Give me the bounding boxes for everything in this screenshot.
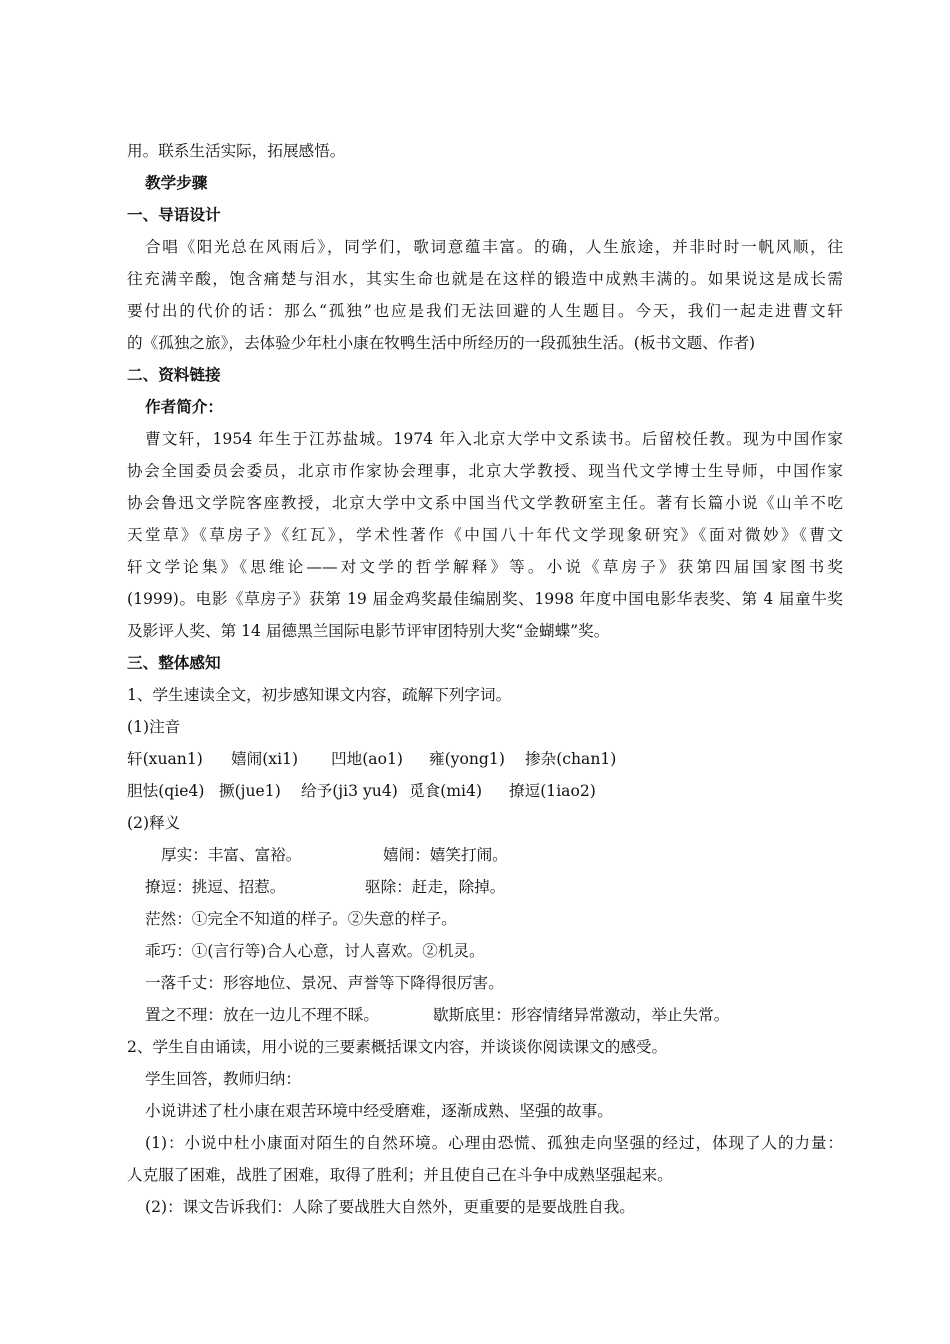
question-1: 1、学生速读全文，初步感知课文内容，疏解下列字词。 [127, 686, 512, 704]
shiyi-item: 驱除：赶走，除掉。 [365, 878, 506, 896]
author-line: 协会鲁迅文学院客座教授，北京大学中文系中国当代文学教研室主任。著有长篇小说《山羊不吃 [127, 494, 843, 512]
zhuyin-row-2 [127, 775, 843, 807]
zhuyin-item: 觅食(mi4) [409, 782, 483, 800]
section-1-line: 往充满辛酸，饱含痛楚与泪水，其实生命也就是在这样的锻造中成熟丰满的。如果说这是成长需 [127, 270, 843, 288]
zhuyin-item: 给予(ji3 yu4) [301, 782, 398, 800]
section-1-line: 的《孤独之旅》，去体验少年杜小康在牧鸭生活中所经历的一段孤独生活。(板书文题、作者) [127, 334, 756, 352]
question-2: 2、学生自由诵读，用小说的三要素概括课文内容，并谈谈你阅读课文的感受。 [127, 1038, 668, 1056]
author-line: 协会全国委员会委员，北京市作家协会理事，北京大学教授、现当代文学博士生导师，中国作家 [127, 462, 843, 480]
zhuyin-item: 嬉闹(xi1) [231, 750, 299, 768]
shiyi-row [127, 999, 843, 1031]
zhuyin-item: 撩逗(1iao2) [509, 782, 596, 800]
summary: 小说讲述了杜小康在艰苦环境中经受磨难，逐渐成熟、坚强的故事。 [145, 1102, 613, 1120]
section-1-line: 合唱《阳光总在风雨后》，同学们，歌词意蕴丰富。的确，人生旅途，并非时时一帆风顺，往 [145, 238, 843, 256]
author-line: (1999)。电影《草房子》获第 19 届金鸡奖最佳编剧奖、1998 年度中国电影华表奖、第 4 届童牛奖 [127, 590, 843, 608]
answer-intro: 学生回答，教师归纳： [145, 1070, 301, 1088]
zhuyin-item: 撅(jue1) [219, 782, 281, 800]
author-line: 曹文轩，1954 年生于江苏盐城。1974 年入北京大学中文系读书。后留校任教。现为中国作家 [145, 430, 843, 448]
shiyi-row: 乖巧：①(言行等)合人心意，讨人喜欢。②机灵。 [145, 942, 485, 960]
author-line: 轩文学论集》《思维论——对文学的哲学解释》等。小说《草房子》获第四届国家图书奖 [127, 558, 843, 576]
shiyi-item: 撩逗：挑逗、招惹。 [145, 878, 286, 896]
author-intro-title: 作者简介： [145, 397, 223, 416]
zhuyin-item: 胆怯(qie4) [127, 782, 205, 800]
shiyi-item: 嬉闹：嬉笑打闹。 [383, 846, 508, 864]
zhuyin-row-1 [127, 743, 843, 775]
shiyi-item: 厚实：丰富、富裕。 [161, 846, 302, 864]
shiyi-row: 一落千丈：形容地位、景况、声誉等下降得很厉害。 [145, 974, 504, 992]
section-3-title: 三、整体感知 [127, 653, 221, 672]
section-2-title: 二、资料链接 [127, 365, 221, 384]
steps-title: 教学步骤 [145, 173, 208, 192]
zhuyin-item: 凹地(ao1) [331, 750, 403, 768]
shiyi-row [127, 871, 843, 903]
point-1-line: 人克服了困难，战胜了困难，取得了胜利；并且使自己在斗争中成熟坚强起来。 [127, 1166, 673, 1184]
author-line: 天堂草》《草房子》《红瓦》，学术性著作《中国八十年代文学现象研究》《面对微妙》《曹文 [127, 526, 843, 544]
zhuyin-item: 轩(xuan1) [127, 750, 203, 768]
intro-tail: 用。联系生活实际，拓展感悟。 [127, 142, 346, 160]
section-1-title: 一、导语设计 [127, 205, 221, 224]
section-1-line: 要付出的代价的话：那么“孤独”也应是我们无法回避的人生题目。今天，我们一起走进曹文轩 [127, 302, 843, 320]
shiyi-row: 茫然：①完全不知道的样子。②失意的样子。 [145, 910, 457, 928]
point-2: (2)：课文告诉我们：人除了要战胜大自然外，更重要的是要战胜自我。 [145, 1198, 635, 1216]
author-line: 及影评人奖、第 14 届德黑兰国际电影节评审团特别大奖“金蝴蝶”奖。 [127, 622, 610, 640]
point-1-line: (1)：小说中杜小康面对陌生的自然环境。心理由恐慌、孤独走向坚强的经过，体现了人的力量： [145, 1134, 843, 1152]
shiyi-row [127, 839, 843, 871]
shiyi-label: (2)释义 [127, 814, 181, 832]
zhuyin-label: (1)注音 [127, 718, 181, 736]
document-page [127, 135, 843, 1223]
zhuyin-item: 掺杂(chan1) [525, 750, 617, 768]
shiyi-item: 歇斯底里：形容情绪异常激动，举止失常。 [433, 1006, 730, 1024]
shiyi-item: 置之不理：放在一边儿不理不睬。 [145, 1006, 379, 1024]
zhuyin-item: 雍(yong1) [429, 750, 505, 768]
